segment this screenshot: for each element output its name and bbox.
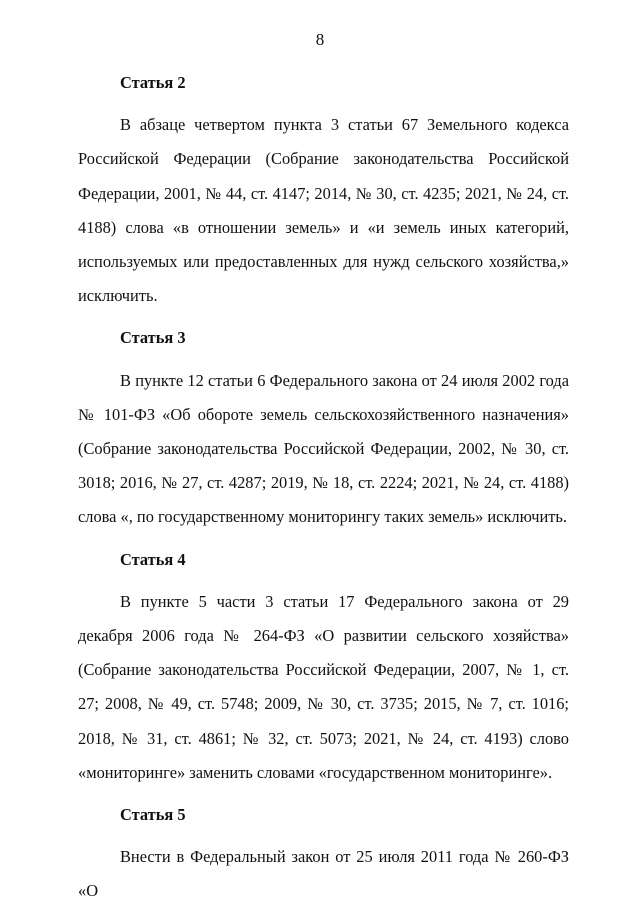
article-4	[78, 543, 569, 790]
article-3	[78, 321, 569, 534]
article-heading: Статья 4	[120, 549, 186, 569]
page-number: 8	[315, 30, 325, 49]
article-text: В пункте 5 части 3 статьи 17 Федерального закона от 29 декабря 2006 года № 264-ФЗ «О развитии сельского хозяйства» (Собрание законодательства Российской Федерации, 2007, № 1, ст. 27; 2008, № 49, ст. 5748; 2009, № 30, ст. 3735; 2015, № 7, ст. 1016; 2018, № 31, ст. 4861; № 32, ст. 5073; 2021, № 24, ст. 4193) слово «мониторинге» заменить словами «государственном мониторинге».	[78, 591, 569, 782]
article-heading: Статья 2	[120, 73, 186, 92]
article-heading: Статья 5	[120, 805, 186, 825]
article-heading: Статья 3	[120, 328, 186, 348]
article-5	[78, 798, 569, 909]
article-2	[78, 66, 569, 313]
article-text: Внести в Федеральный закон от 25 июля 2011 года № 260-ФЗ «О	[78, 847, 569, 901]
article-text: В пункте 12 статьи 6 Федерального закона от 24 июля 2002 года № 101-ФЗ «Об обороте земель сельскохозяйственного назначения» (Собрание законодательства Российской Федерации, 2002, № 30, ст. 3018; 2016, № 27, ст. 4287; 2019, № 18, ст. 2224; 2021, № 24, ст. 4188) слова «, по государственному мониторингу таких земель» исключить.	[78, 370, 569, 527]
document-body	[78, 66, 569, 917]
article-text: В абзаце четвертом пункта 3 статьи 67 Земельного кодекса Российской Федерации (Собрание законодательства Российской Федерации, 2001, № 44, ст. 4147; 2014, № 30, ст. 4235; 2021, № 24, ст. 4188) слова «в отношении земель» и «и земель иных категорий, используемых или предоставленных для нужд сельского хозяйства,» исключить.	[78, 115, 569, 306]
